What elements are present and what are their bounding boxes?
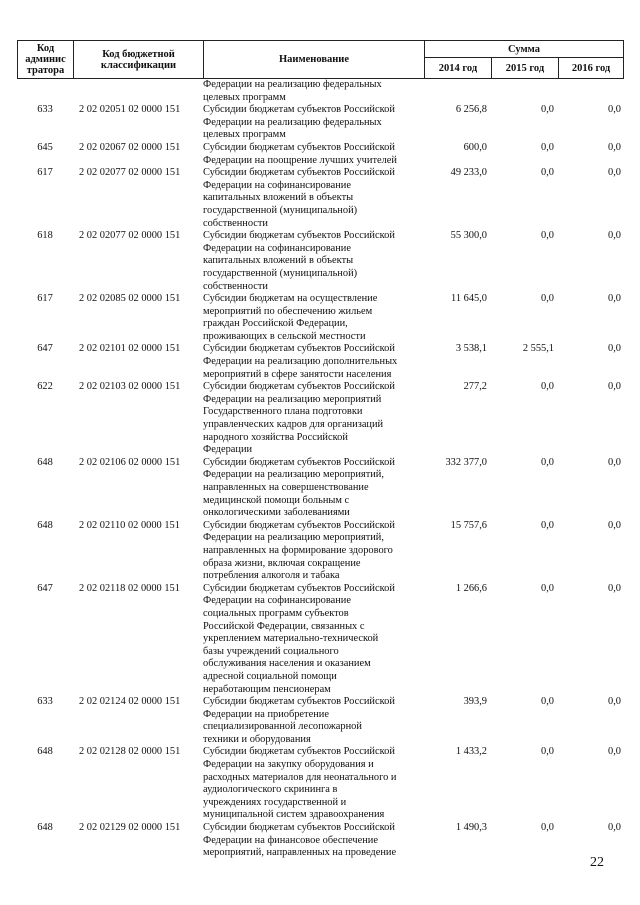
name-line: Субсидии бюджетам субъектов Российской xyxy=(203,582,395,594)
amount-2015-cell: 0,0 xyxy=(541,582,554,594)
name-cell xyxy=(203,230,424,293)
amount-2014-cell: 1 433,2 xyxy=(455,746,487,758)
budget-code-cell: 2 02 02101 02 0000 151 xyxy=(79,343,181,355)
name-line: направленных на формирование здорового xyxy=(203,544,393,556)
admin-code-cell: 618 xyxy=(37,230,53,242)
budget-code-cell: 2 02 02129 02 0000 151 xyxy=(79,822,181,834)
amount-2014-cell: 11 645,0 xyxy=(451,293,487,305)
header-year-2016: 2016 год xyxy=(559,58,624,79)
name-line: Субсидии бюджетам субъектов Российской xyxy=(203,381,395,393)
name-line: базы учреждений социального xyxy=(203,645,339,657)
amount-2015-cell: 0,0 xyxy=(541,746,554,758)
name-line: Федерации на поощрение лучших учителей xyxy=(203,154,397,166)
header-year-2015: 2015 год xyxy=(492,58,559,79)
amount-2014-cell: 600,0 xyxy=(463,141,487,153)
name-line: Субсидии бюджетам субъектов Российской xyxy=(203,343,395,355)
lead-in-line: Федерации на реализацию федеральных xyxy=(203,79,382,90)
amount-2015-cell: 0,0 xyxy=(541,104,554,116)
table-row xyxy=(17,696,623,746)
admin-code-cell: 648 xyxy=(37,746,53,758)
name-line: Субсидии бюджетам субъектов Российской xyxy=(203,167,395,179)
page-number: 22 xyxy=(590,855,604,870)
name-line: образа жизни, включая сокращение xyxy=(203,557,361,569)
name-line: мероприятий по обеспечению жильем xyxy=(203,305,373,317)
name-line: медицинской помощи больным с xyxy=(203,494,350,506)
admin-code-cell: 633 xyxy=(37,696,53,708)
admin-code-cell: 648 xyxy=(37,822,53,834)
name-cell xyxy=(203,583,424,696)
name-line: собственности xyxy=(203,280,268,292)
amount-2016-cell: 0,0 xyxy=(608,230,621,242)
amount-2015-cell: 0,0 xyxy=(541,381,554,393)
name-line: Федерации на закупку оборудования и xyxy=(203,759,374,771)
amount-2014-cell: 3 538,1 xyxy=(455,343,487,355)
name-cell xyxy=(203,293,424,343)
name-line: Субсидии бюджетам на осуществление xyxy=(203,293,378,305)
amount-2015-cell: 0,0 xyxy=(541,141,554,153)
header-budget-code: Код бюджетной классификации xyxy=(74,41,204,79)
table-row xyxy=(17,167,623,230)
name-line: Федерации на реализацию федеральных xyxy=(203,116,382,128)
table-row xyxy=(17,381,623,457)
table-row xyxy=(17,343,623,381)
name-line: учреждениях государственной и xyxy=(203,796,347,808)
table-row xyxy=(17,520,623,583)
name-line: граждан Российской Федерации, xyxy=(203,318,348,330)
table-row xyxy=(17,230,623,293)
name-cell xyxy=(203,457,424,520)
amount-2016-cell: 0,0 xyxy=(608,141,621,153)
table-row xyxy=(17,457,623,520)
name-cell xyxy=(203,167,424,230)
name-line: муниципальной систем здравоохранения xyxy=(203,809,385,821)
name-line: Субсидии бюджетам субъектов Российской xyxy=(203,104,395,116)
name-line: Субсидии бюджетам субъектов Российской xyxy=(203,746,395,758)
table-row xyxy=(17,746,623,822)
budget-code-cell: 2 02 02051 02 0000 151 xyxy=(79,104,181,116)
name-line: Федерации xyxy=(203,444,253,456)
amount-2014-cell: 332 377,0 xyxy=(445,456,487,468)
name-line: проживающих в сельской местности xyxy=(203,330,366,342)
amount-2015-cell: 0,0 xyxy=(541,293,554,305)
budget-code-cell: 2 02 02124 02 0000 151 xyxy=(79,696,181,708)
amount-2014-cell: 277,2 xyxy=(463,381,487,393)
admin-code-cell: 647 xyxy=(37,343,53,355)
amount-2016-cell: 0,0 xyxy=(608,456,621,468)
table-body xyxy=(17,79,623,860)
amount-2016-cell: 0,0 xyxy=(608,822,621,834)
lead-in-line: целевых программ xyxy=(203,91,286,103)
amount-2014-cell: 1 266,6 xyxy=(455,582,487,594)
amount-2015-cell: 2 555,1 xyxy=(522,343,554,355)
name-line: обслуживания населения и оказанием xyxy=(203,658,371,670)
budget-code-cell: 2 02 02067 02 0000 151 xyxy=(79,141,181,153)
admin-code-cell: 648 xyxy=(37,519,53,531)
amount-2014-cell: 393,9 xyxy=(463,696,487,708)
name-line: направленных на совершенствование xyxy=(203,482,369,493)
amount-2014-cell: 6 256,8 xyxy=(455,104,487,116)
admin-code-cell: 617 xyxy=(37,293,53,305)
name-line: Федерации на финансовое обеспечение xyxy=(203,834,378,846)
budget-code-cell: 2 02 02085 02 0000 151 xyxy=(79,293,181,305)
name-line: специализированной лесопожарной xyxy=(203,721,362,733)
lead-in-row xyxy=(17,79,623,104)
amount-2015-cell: 0,0 xyxy=(541,456,554,468)
name-cell xyxy=(203,520,424,583)
name-line: целевых программ xyxy=(203,129,286,141)
amount-2015-cell: 0,0 xyxy=(541,696,554,708)
name-line: Российской Федерации, связанных с xyxy=(203,620,365,632)
budget-code-cell: 2 02 02077 02 0000 151 xyxy=(79,167,181,179)
table-row xyxy=(17,104,623,142)
header-sum: Сумма xyxy=(425,41,624,58)
amount-2016-cell: 0,0 xyxy=(608,293,621,305)
admin-code-cell: 648 xyxy=(37,456,53,468)
amount-2015-cell: 0,0 xyxy=(541,822,554,834)
budget-code-cell: 2 02 02118 02 0000 151 xyxy=(79,582,180,594)
name-line: Федерации на реализацию мероприятий, xyxy=(203,469,384,481)
name-line: капитальных вложений в объекты xyxy=(203,192,354,204)
name-line: укреплением материально-технической xyxy=(203,633,379,645)
name-line: Субсидии бюджетам субъектов Российской xyxy=(203,696,395,708)
name-cell xyxy=(203,104,424,142)
name-line: мероприятий в сфере занятости населения xyxy=(203,368,392,380)
amount-2014-cell: 15 757,6 xyxy=(450,519,487,531)
name-line: расходных материалов для неонатального и xyxy=(203,771,397,783)
name-line: Федерации на приобретение xyxy=(203,708,329,720)
name-line: техники и оборудования xyxy=(203,733,311,745)
budget-code-cell: 2 02 02110 02 0000 151 xyxy=(79,519,180,531)
amount-2016-cell: 0,0 xyxy=(608,696,621,708)
name-line: управленческих кадров для организаций xyxy=(203,419,384,431)
name-line: Субсидии бюджетам субъектов Российской xyxy=(203,456,395,468)
amount-2016-cell: 0,0 xyxy=(608,343,621,355)
amount-2014-cell: 49 233,0 xyxy=(450,167,487,179)
name-line: Государственного плана подготовки xyxy=(203,406,363,418)
name-line: собственности xyxy=(203,217,268,229)
name-line: Федерации на софинансирование xyxy=(203,179,351,191)
budget-code-cell: 2 02 02128 02 0000 151 xyxy=(79,746,181,758)
name-cell xyxy=(203,746,424,822)
admin-code-cell: 645 xyxy=(37,141,53,153)
amount-2016-cell: 0,0 xyxy=(608,381,621,393)
name-line: государственной (муниципальной) xyxy=(203,204,358,216)
header-name: Наименование xyxy=(204,41,425,79)
name-cell xyxy=(203,142,424,167)
name-line: потребления алкоголя и табака xyxy=(203,570,340,582)
name-line: народного хозяйства Российской xyxy=(203,431,348,443)
name-line: Федерации на софинансирование xyxy=(203,595,351,607)
amount-2014-cell: 55 300,0 xyxy=(450,230,487,242)
amount-2016-cell: 0,0 xyxy=(608,104,621,116)
table-row xyxy=(17,142,623,167)
name-line: онкологическими заболеваниями xyxy=(203,507,350,519)
amount-2016-cell: 0,0 xyxy=(608,746,621,758)
table-row xyxy=(17,583,623,696)
amount-2015-cell: 0,0 xyxy=(541,167,554,179)
amount-2015-cell: 0,0 xyxy=(541,230,554,242)
table-header xyxy=(17,40,624,79)
amount-2016-cell: 0,0 xyxy=(608,167,621,179)
header-year-2014: 2014 год xyxy=(425,58,492,79)
name-line: государственной (муниципальной) xyxy=(203,267,358,279)
table-row xyxy=(17,822,623,860)
header-admin-code: Код админис тратора xyxy=(18,41,74,79)
name-cell xyxy=(203,381,424,457)
table-row xyxy=(17,293,623,343)
name-line: Федерации на реализацию дополнительных xyxy=(203,356,398,368)
name-line: мероприятий, направленных на проведение xyxy=(203,847,397,859)
budget-code-cell: 2 02 02106 02 0000 151 xyxy=(79,456,181,468)
amount-2016-cell: 0,0 xyxy=(608,519,621,531)
name-line: Федерации на софинансирование xyxy=(203,242,351,254)
name-line: Субсидии бюджетам субъектов Российской xyxy=(203,822,395,834)
budget-code-cell: 2 02 02077 02 0000 151 xyxy=(79,230,181,242)
name-line: Федерации на реализацию мероприятий xyxy=(203,393,382,405)
admin-code-cell: 633 xyxy=(37,104,53,116)
name-line: Субсидии бюджетам субъектов Российской xyxy=(203,519,395,531)
amount-2016-cell: 0,0 xyxy=(608,582,621,594)
name-cell xyxy=(203,696,424,746)
name-line: адресной социальной помощи xyxy=(203,670,337,682)
name-line: неработающим пенсионерам xyxy=(203,683,331,695)
admin-code-cell: 617 xyxy=(37,167,53,179)
name-line: социальных программ субъектов xyxy=(203,607,349,619)
amount-2014-cell: 1 490,3 xyxy=(455,822,487,834)
budget-code-cell: 2 02 02103 02 0000 151 xyxy=(79,381,181,393)
name-line: Субсидии бюджетам субъектов Российской xyxy=(203,141,395,153)
amount-2015-cell: 0,0 xyxy=(541,519,554,531)
name-line: аудиологического скрининга в xyxy=(203,784,338,796)
admin-code-cell: 622 xyxy=(37,381,53,393)
name-line: Федерации на реализацию мероприятий, xyxy=(203,532,384,544)
name-line: капитальных вложений в объекты xyxy=(203,255,354,267)
admin-code-cell: 647 xyxy=(37,582,53,594)
name-cell xyxy=(203,822,424,860)
name-cell xyxy=(203,343,424,381)
name-line: Субсидии бюджетам субъектов Российской xyxy=(203,230,395,242)
